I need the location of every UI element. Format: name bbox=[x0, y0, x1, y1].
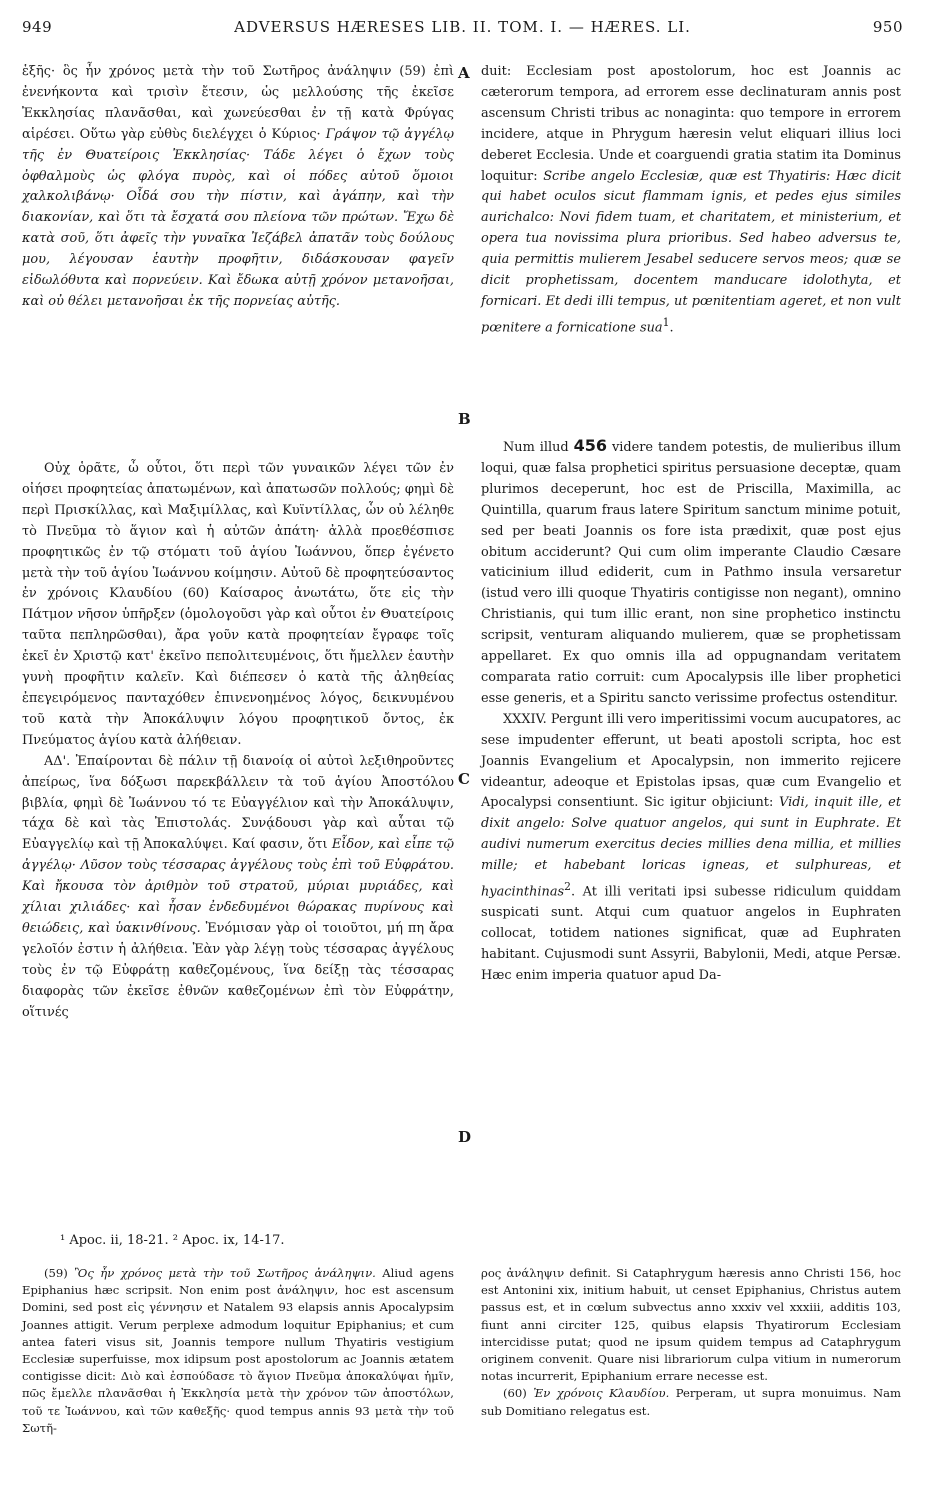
page-number-left: 949 bbox=[22, 18, 53, 36]
latin-column-main bbox=[481, 436, 901, 987]
latin-column-top bbox=[481, 62, 901, 339]
greek-column-main bbox=[22, 459, 454, 1023]
latin-scripture-quote-2: Vidi, inquit ille, et dixit angelo: Solve quatuor angelos, qui sunt in Euphrate. Et audivi numerum exercitus decies millies dena millia, et millies mille; et habebant loricas igneas, et sulphureas, et hyacinthinas bbox=[481, 795, 901, 900]
latin-scripture-quote: Scribe angelo Ecclesiæ, quæ est Thyatiris: Hæc dicit qui habet oculos sicut flammam ignis, et pedes ejus similes aurichalco: Novi fidem tuam, et charitatem, et ministerium, et opera tua novissima plura prioribus. Sed habeo adversus te, quia permittis mulierem Jesabel seducere servos meos; quæ se dicit prophetissam, docentem manducare idolothyta, et fornicari. Et dedi illi tempus, ut pœnitentiam ageret, et non vult pœnitere a fornicatione sua bbox=[481, 168, 901, 336]
notes-column-left bbox=[22, 1265, 454, 1437]
note-60-lemma: Ἐν χρόνοις Κλαυδίου. bbox=[533, 1386, 670, 1401]
note-59-text: Aliud agens Epiphanius hæc scripsit. Non enim post ἀνάληψιν, hoc est ascensum Domini, sed post εἰς γέννησιν et Natalem 93 elapsis annis Apocalypsim Joannes attigit. Verum perplexe admodum loquitur Epiphanius; et cum antea fateri visus sit, Joannis tempore nullum Thyatiris vestigium Ecclesiæ superfuisse, mox idipsum post apostolorum ac Joannis ætatem contigisse dicit: Διὸ καὶ ἐσπούδασε τὸ ἅγιον Πνεῦμα ἀποκαλύψαι ἡμῖν, πῶς ἔμελλε πλανᾶσθαι ἡ Ἐκκλησία μετὰ τὴν χρόνον τῶν ἀποστόλων, τοῦ τε Ἰωάννου, καὶ τῶν καθεξῆς· quod tempus annis 93 μετὰ τὴν τοῦ Σωτῆ- bbox=[22, 1266, 455, 1435]
margin-letter-b: B bbox=[458, 410, 471, 428]
note-59-label: (59) bbox=[44, 1266, 68, 1280]
latin-section-end: . At illi veritati ipsi subesse ridiculum quiddam suspicati sunt. Atqui cum quatuor angelos in Euphraten collocat, totidem nationes significat, quæ ad Euphraten habitant. Cujusmodi sunt Assyrii, Babylonii, Medi, atque Persæ. Hæc enim imperia quatuor apud Da- bbox=[481, 884, 901, 983]
margin-letter-a: A bbox=[458, 64, 470, 82]
latin-paragraph-1: duit: Ecclesiam post apostolorum, hoc est Joannis ac cæterorum tempora, ad errorem esse declinaturam annis post ascensum Christi tribus ac nonaginta: quo tempore in errorem incidere, atque in Phrygum hæresin velut eliquari illius loci deberet Ecclesia. Unde et coarguendi gratia statim ita Dominus loquitur: Scribe angelo Ecclesiæ, quæ est Thyatiris: Hæc dicit qui habet oculos sicut flammam ignis, et pedes ejus similes aurichalco: Novi fidem tuam, et charitatem, et ministerium, et opera tua novissima plura prioribus. Sed habeo adversus te, quia permittis mulierem Jesabel seducere servos meos; quæ se dicit prophetissam, docentem manducare idolothyta, et fornicari. Et dedi illi tempus, ut pœnitentiam ageret, et non vult pœnitere a fornicatione sua$^1$. bbox=[481, 64, 901, 336]
footnote-ref-1: 1 bbox=[662, 315, 670, 329]
greek-paragraph-3 bbox=[22, 752, 454, 1024]
latin-text-2b: videre tandem potestis, de mulieribus illum loqui, quæ falsa prophetici spiritus persuasione deceptæ, quam plurimos deceperunt, hoc est de Priscilla, Maximilla, ac Quintilla, quarum fraus latere Spiritum sanctum minime potuit, sed per beati Joannis os fore ista prædixit, quæ post ejus obitum acciderunt? Qui cum olim imperante Claudio Cæsare vaticinium illud ediderit, cum in Pathmo insula versaretur (istud vero illi quoque Thyatiris contigisse non negant), omnino Christianis, qui tum illic erant, non sine prophetico instinctu scripsit, venturam aliquando mulierem, quæ se prophetissam appellaret. Ex quo omnis illa ad oppugnandam veritatem comparata ratio corruit: cum Apocalypsis ille liber prophetici esse generis, et a Spiritu sancto verissime profectus ostenditur. bbox=[481, 440, 901, 706]
running-header bbox=[22, 18, 903, 44]
greek-paragraph-2: Οὐχ ὁρᾶτε, ὦ οὗτοι, ὅτι περὶ τῶν γυναικῶν λέγει τῶν ἐν οἰήσει προφητείας ἀπατωμένων, καὶ ἀπατωσῶν πολλούς; φημὶ δὲ περὶ Πρισκίλλας, καὶ Μαξιμίλλας, καὶ Κυϊντίλλας, ὧν οὐ λέληθε τὸ Πνεῦμα τὸ ἅγιον καὶ ἡ αὐτῶν ἀπάτη· ἀλλὰ προεθέσπισε προφητικῶς ἐν τῷ στόματι τοῦ ἁγίου Ἰωάννου, ὅπερ ἐγένετο μετὰ τὴν τοῦ ἁγίου Ἰωάννου κοίμησιν. Αὐτοῦ δὲ προφητεύσαντος ἐν χρόνοις Κλαυδίου (60) Καίσαρος ἀνωτάτω, ὅτε εἰς τὴν Πάτμον νῆσον ὑπῆρξεν (ὁμολογοῦσι γὰρ καὶ οὗτοι ἐν Θυατείροις ταῦτα πεπληρῶσθαι), ἄρα γοῦν κατὰ προφητείαν ἔγραφε τοῖς ἐκεῖ ἐν Χριστῷ κατ' ἐκεῖνο πεπολιτευμένοις, ὅτι ἤμελλεν ἑαυτὴν γυνὴ προφῆτιν καλεῖν. Καὶ διέπεσεν ὁ κατὰ τῆς ἀληθείας ἐπεγειρόμενος πανταχόθεν ἐπινενοημένος λόγος, δεικνυμένου τοῦ κατὰ τὴν Ἀποκάλυψιν λόγου προφητικοῦ ὄντος, ἐκ Πνεύματος ἁγίου κατὰ ἀλήθειαν. bbox=[22, 461, 454, 748]
edition-page-number: 456 bbox=[573, 436, 607, 455]
greek-section-end: Ἐνόμισαν γὰρ οἱ τοιοῦτοι, μή πη ἄρα γελοῖόν ἐστιν ἡ ἀλήθεια. Ἐὰν γὰρ λέγῃ τοὺς τέσσαρας ἀγγέλους τοὺς ἐν τῷ Εὐφράτῃ καθεζομένους, ἵνα δείξῃ τὰς τέσσαρας διαφορὰς τῶν ἐκεῖσε ἐθνῶν καθεζομένων ἐπὶ τὸν Εὐφράτην, οἵτινές bbox=[22, 920, 454, 1020]
latin-text: duit: Ecclesiam post apostolorum, hoc est Joannis ac cæterorum tempora, ad errorem esse declinaturam annis post ascensum Christi tribus ac nonaginta: quo tempore in errorem incidere, atque in Phrygum hæresin velut eliquari illius loci deberet Ecclesia. Unde et coarguendi gratia statim ita Dominus loquitur: bbox=[481, 64, 901, 184]
greek-scripture-quote: Γράψον τῷ ἀγγέλῳ τῆς ἐν Θυατείροις Ἐκκλησίας· Τάδε λέγει ὁ ἔχων τοὺς ὀφθαλμοὺς ὡς φλόγα πυρὸς, καὶ οἱ πόδες αὐτοῦ ὅμοιοι χαλκολιβάνῳ· Οἶδά σου τὴν πίστιν, καὶ ἀγάπην, καὶ τὴν διακονίαν, καὶ ὅτι τὰ ἔσχατά σου πλείονα τῶν πρώτων. Ἔχω δὲ κατὰ σοῦ, ὅτι ἀφεῖς τὴν γυναῖκα Ἰεζάβελ ἀπατᾶν τοὺς δούλους μου, λέγουσαν ἑαυτὴν προφῆτιν, διδάσκουσαν φαγεῖν εἰδωλόθυτα καὶ πορνεύειν. Καὶ ἔδωκα αὐτῇ χρόνον μετανοῆσαι, καὶ οὐ θέλει μετανοῆσαι ἐκ τῆς πορνείας αὐτῆς. bbox=[22, 126, 455, 309]
running-title: ADVERSUS HÆRESES LIB. II. TOM. I. — HÆRES. LI. bbox=[234, 18, 691, 36]
note-60-label: (60) bbox=[503, 1386, 527, 1401]
greek-text: ἑξῆς· ὃς ἦν χρόνος μετὰ τὴν τοῦ Σωτῆρος ἀνάληψιν (59) ἐπὶ ἐνενήκοντα καὶ τρισὶν ἔτεσιν, ὡς μελλούσης τῆς ἐκεῖσε Ἐκκλησίας πλανᾶσθαι, καὶ χωνεύεσθαι ἐν τῇ κατὰ Φρύγας αἱρέσει. Οὕτω γὰρ εὐθὺς διελέγχει ὁ Κύριος· bbox=[22, 64, 454, 142]
footnote-ref-2: 2 bbox=[564, 880, 571, 894]
notes-column-right bbox=[481, 1265, 901, 1420]
note-60-text: Perperam, ut supra monuimus. Nam sub Domitiano relegatus est. bbox=[481, 1386, 901, 1418]
margin-letter-d: D bbox=[458, 1128, 472, 1146]
note-59-lemma: Ὃς ἦν χρόνος μετὰ τὴν τοῦ Σωτῆρος ἀνάληψιν. bbox=[74, 1266, 376, 1280]
greek-paragraph-1 bbox=[22, 62, 454, 313]
page-number-right: 950 bbox=[872, 18, 903, 36]
note-59-continued: ρος ἀνάληψιν definit. Si Cataphrygum hæresis anno Christi 156, hoc est Antonini xix, initium habuit, ut censet Epiphanius, Christus autem passus est, et in cœlum subvectus anno xxxiv vel xxxiii, additis 103, fiunt anni circiter 125, quibus elapsis Thyatirorum Ecclesiam intercidisse putat; quod ne ipsum quidem tempus ad Cataphrygum originem convenit. Quare nisi librariorum culpa vitium in numerorum notas incurrerit, Epiphanium errare necesse est. bbox=[481, 1266, 901, 1384]
greek-section-text: ΑΔ'. Ἐπαίρονται δὲ πάλιν τῇ διανοίᾳ οἱ αὐτοὶ λεξιθηροῦντες ἀπείρως, ἵνα δόξωσι παρεκβάλλειν τὰ τοῦ ἁγίου Ἀποστόλου βιβλία, φημὶ δὲ Ἰωάννου τό τε Εὐαγγέλιον καὶ τὴν Ἀποκάλυψιν, τάχα δὲ καὶ τὰς Ἐπιστολάς. Συνᾴδουσι γὰρ καὶ αὗται τῷ Εὐαγγελίῳ καὶ τῇ Ἀποκαλύψει. Καί φασιν, ὅτι bbox=[22, 753, 454, 853]
scripture-references: ¹ Apoc. ii, 18-21. ² Apoc. ix, 14-17. bbox=[60, 1233, 285, 1248]
note-59 bbox=[22, 1265, 454, 1437]
latin-text-2a: Num illud bbox=[503, 440, 569, 455]
greek-column-top bbox=[22, 62, 454, 313]
note-60 bbox=[481, 1385, 901, 1419]
latin-paragraph-2 bbox=[481, 436, 901, 710]
latin-section-text: XXXIV. Pergunt illi vero imperitissimi vocum aucupatores, ac sese impudenter efferunt, ut beati apostoli scripta, hoc est Joannis Evangelium et Apocalypsin, non immerito rejicere videantur, adeoque et Epistolas ipsas, quæ cum Evangelio et Apocalypsi consentiunt. Sic igitur objiciunt: bbox=[481, 711, 901, 811]
margin-letter-c: C bbox=[458, 770, 470, 788]
latin-paragraph-3 bbox=[481, 710, 901, 987]
greek-scripture-quote-2: Εἶδον, καὶ εἶπε τῷ ἀγγέλῳ· Λῦσον τοὺς τέσσαρας ἀγγέλους τοὺς ἐπὶ τοῦ Εὐφράτου. Καὶ ἤκουσα τὸν ἀριθμὸν τοῦ στρατοῦ, μύριαι μυριάδες, καὶ χίλιαι χιλιάδες· καὶ ἦσαν ἐνδεδυμένοι θώρακας πυρίνους καὶ θειώδεις, καὶ ὑακινθίνους. bbox=[22, 837, 454, 936]
